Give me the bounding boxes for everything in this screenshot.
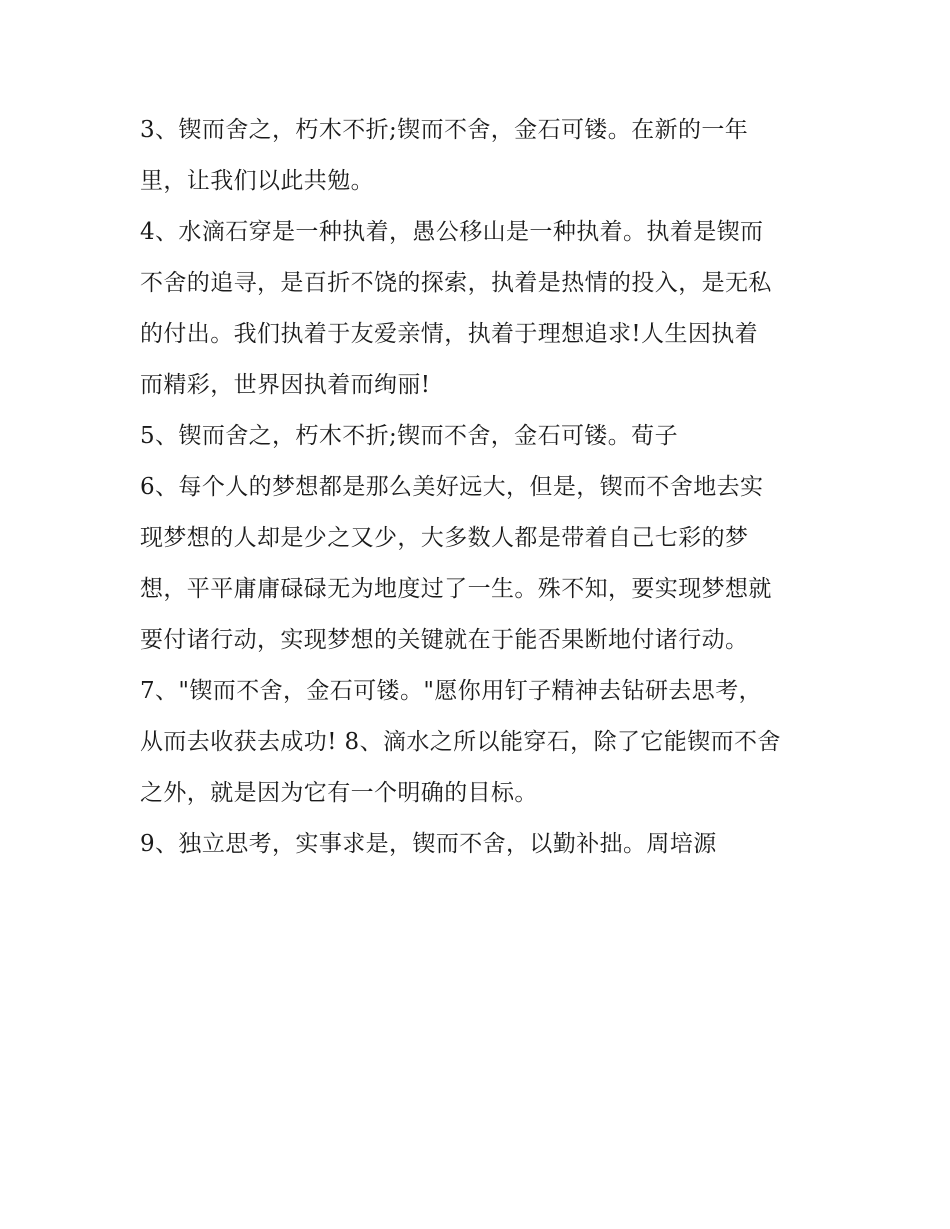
text-line: 想，平平庸庸碌碌无为地度过了一生。殊不知，要实现梦想就 bbox=[140, 576, 772, 602]
text-line: 5、锲而舍之，朽木不折;锲而不舍，金石可镂。荀子 bbox=[140, 423, 678, 449]
text-line: 4、水滴石穿是一种执着，愚公移山是一种执着。执着是锲而 bbox=[140, 219, 764, 245]
text-line: 的付出。我们执着于友爱亲情，执着于理想追求!人生因执着 bbox=[140, 321, 759, 347]
text-line: 而精彩，世界因执着而绚丽! bbox=[140, 372, 431, 398]
text-line: 不舍的追寻，是百折不饶的探索，执着是热情的投入，是无私 bbox=[140, 270, 772, 296]
text-line: 9、独立思考，实事求是，锲而不舍，以勤补拙。周培源 bbox=[140, 831, 717, 857]
text-line: 里，让我们以此共勉。 bbox=[140, 168, 374, 194]
text-line: 要付诸行动，实现梦想的关键就在于能否果断地付诸行动。 bbox=[140, 627, 749, 653]
text-line: 6、每个人的梦想都是那么美好远大，但是，锲而不舍地去实 bbox=[140, 474, 764, 500]
document-body bbox=[140, 105, 820, 870]
text-line: 现梦想的人却是少之又少，大多数人都是带着自己七彩的梦 bbox=[140, 525, 749, 551]
text-line: 之外，就是因为它有一个明确的目标。 bbox=[140, 780, 538, 806]
text-line: 7、"锲而不舍，金石可镂。"愿你用钉子精神去钻研去思考， bbox=[140, 678, 762, 704]
text-line: 从而去收获去成功! 8、滴水之所以能穿石，除了它能锲而不舍 bbox=[140, 729, 781, 755]
text-line: 3、锲而舍之，朽木不折;锲而不舍，金石可镂。在新的一年 bbox=[140, 117, 749, 143]
